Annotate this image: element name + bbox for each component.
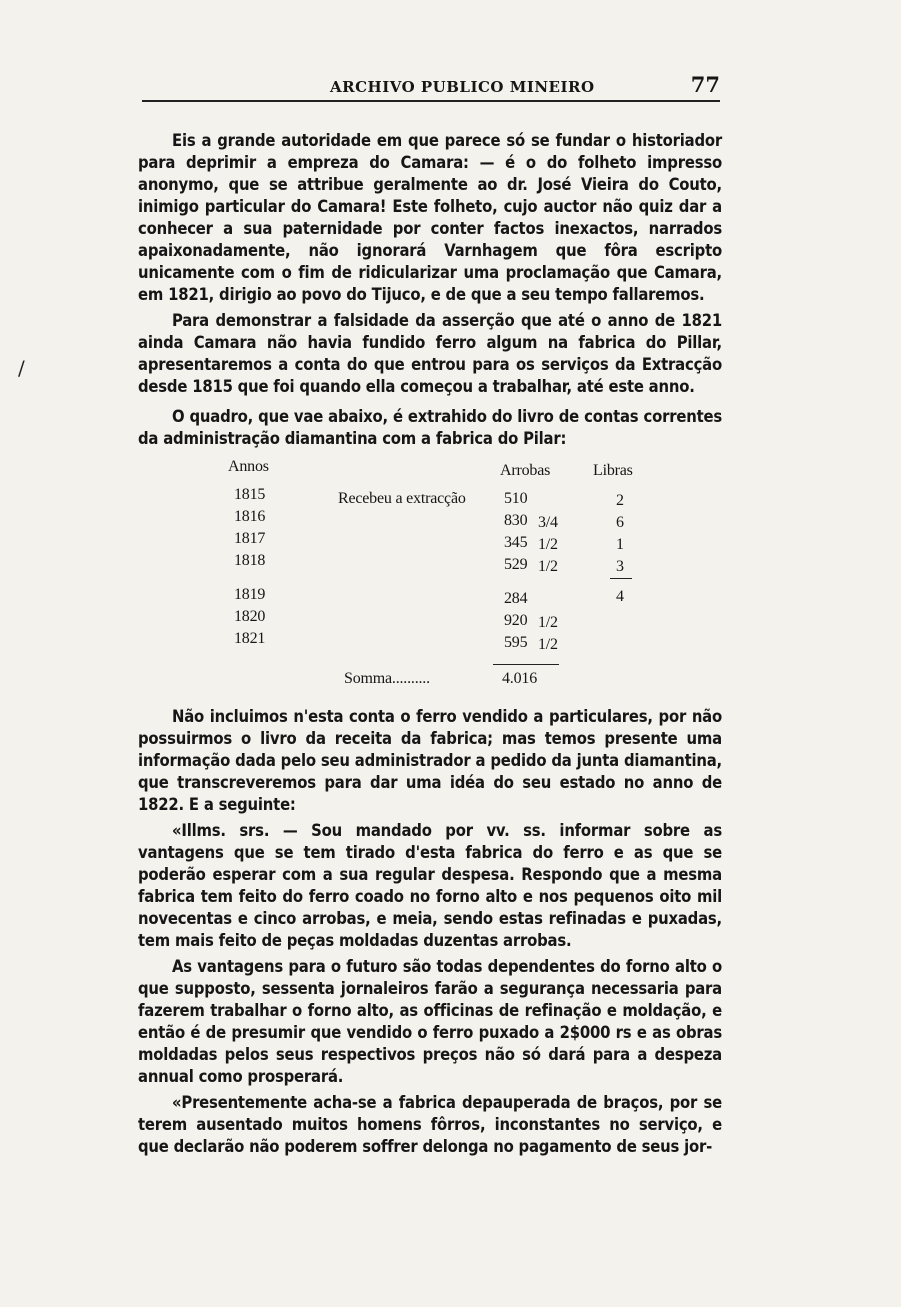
received-label: Recebeu a extracção (338, 490, 466, 507)
table-year: 1815 (234, 486, 266, 503)
table-arrobas: 345 (504, 534, 528, 551)
paragraph: «Presentemente acha-se a fabrica depauperada de braços, por se terem ausentado muitos homens fôrros, inconstantes no serviço, e que declarão não poderem soffrer delonga no pagamento de seus jor- (138, 1093, 722, 1156)
paragraph: «Illms. srs. — Sou mandado por vv. ss. informar sobre as vantagens que se tem tirado d'esta fabrica do ferro e as que se poderão esperar com a sua regular despesa. Respondo que a mesma fabrica tem feito do ferro coado no forno alto e nos pequenos oito mil novecentas e cinco arrobas, e meia, sendo estas refinadas e puxadas, tem mais feito de peças moldadas duzentas arrobas. (138, 821, 722, 950)
libras-rule (610, 578, 632, 579)
paragraph: O quadro, que vae abaixo, é extrahido do livro de contas correntes da administração diamantina com a fabrica do Pilar: (138, 407, 722, 448)
table-year: 1816 (234, 508, 266, 525)
paragraph: As vantagens para o futuro são todas dependentes do forno alto o que supposto, sessenta jornaleiros farão a segurança necessaria para fazerem trabalhar o forno alto, as officinas de refinação e moldação, e então é de presumir que vendido o ferro puxado a 2$000 rs e as obras moldadas pelos seus respectivos preços não só dará para a despeza annual como prosperará. (138, 957, 722, 1086)
table-libras: 2 (616, 492, 624, 509)
table-arrobas: 510 (504, 490, 528, 507)
iron-table (138, 456, 722, 696)
table-libras: 4 (616, 588, 624, 605)
table-fraction: 1/2 (538, 558, 558, 575)
table-arrobas: 529 (504, 556, 528, 573)
table-year: 1821 (234, 630, 266, 647)
paragraph: Não incluimos n'esta conta o ferro vendido a particulares, por não possuirmos o livro da receita da fabrica; mas temos presente uma informação dada pelo seu administrador a pedido da junta diamantina, que transcreveremos para dar uma idéa do seu estado no anno de 1822. E a seguinte: (138, 707, 722, 814)
page-number: 77 (690, 72, 720, 97)
table-fraction: 1/2 (538, 614, 558, 631)
table-header-libras: Libras (593, 462, 633, 479)
table-fraction: 3/4 (538, 514, 558, 531)
table-year: 1817 (234, 530, 266, 547)
table-arrobas: 284 (504, 590, 528, 607)
table-year: 1819 (234, 586, 266, 603)
table-arrobas: 920 (504, 612, 528, 629)
table-libras: 1 (616, 536, 624, 553)
table-libras: 3 (616, 558, 624, 575)
table-libras: 6 (616, 514, 624, 531)
sum-label: Somma.......... (344, 670, 430, 687)
running-title: ARCHIVO PUBLICO MINEIRO (330, 78, 595, 96)
sum-rule (493, 664, 559, 665)
paragraph: Para demonstrar a falsidade da asserção que até o anno de 1821 ainda Camara não havia fundido ferro algum na fabrica do Pillar, apresentaremos a conta do que entrou para os serviços da Extracção desde 1815 que foi quando ella começou a trabalhar, até este anno. (138, 311, 722, 396)
table-year: 1818 (234, 552, 266, 569)
table-year: 1820 (234, 608, 266, 625)
body-text (138, 130, 722, 1162)
table-arrobas: 830 (504, 512, 528, 529)
sum-value: 4.016 (502, 670, 538, 687)
table-fraction: 1/2 (538, 636, 558, 653)
table-header-years: Annos (228, 458, 269, 475)
table-fraction: 1/2 (538, 536, 558, 553)
header-rule (142, 100, 720, 102)
paragraph: Eis a grande autoridade em que parece só se fundar o historiador para deprimir a empreza do Camara: — é o do folheto impresso anonymo, que se attribue geralmente ao dr. José Vieira do Couto, inimigo particular do Camara! Este folheto, cujo auctor não quiz dar a conhecer a sua paternidade por conter factos inexactos, narrados apaixonadamente, não ignorará Varnhagem que fôra escripto unicamente com o fim de ridicularizar uma proclamação que Camara, em 1821, dirigio ao povo do Tijuco, e de que a seu tempo fallaremos. (138, 131, 722, 304)
margin-mark: / (18, 356, 25, 380)
table-arrobas: 595 (504, 634, 528, 651)
page-header (140, 72, 720, 102)
table-header-arrobas: Arrobas (500, 462, 551, 479)
